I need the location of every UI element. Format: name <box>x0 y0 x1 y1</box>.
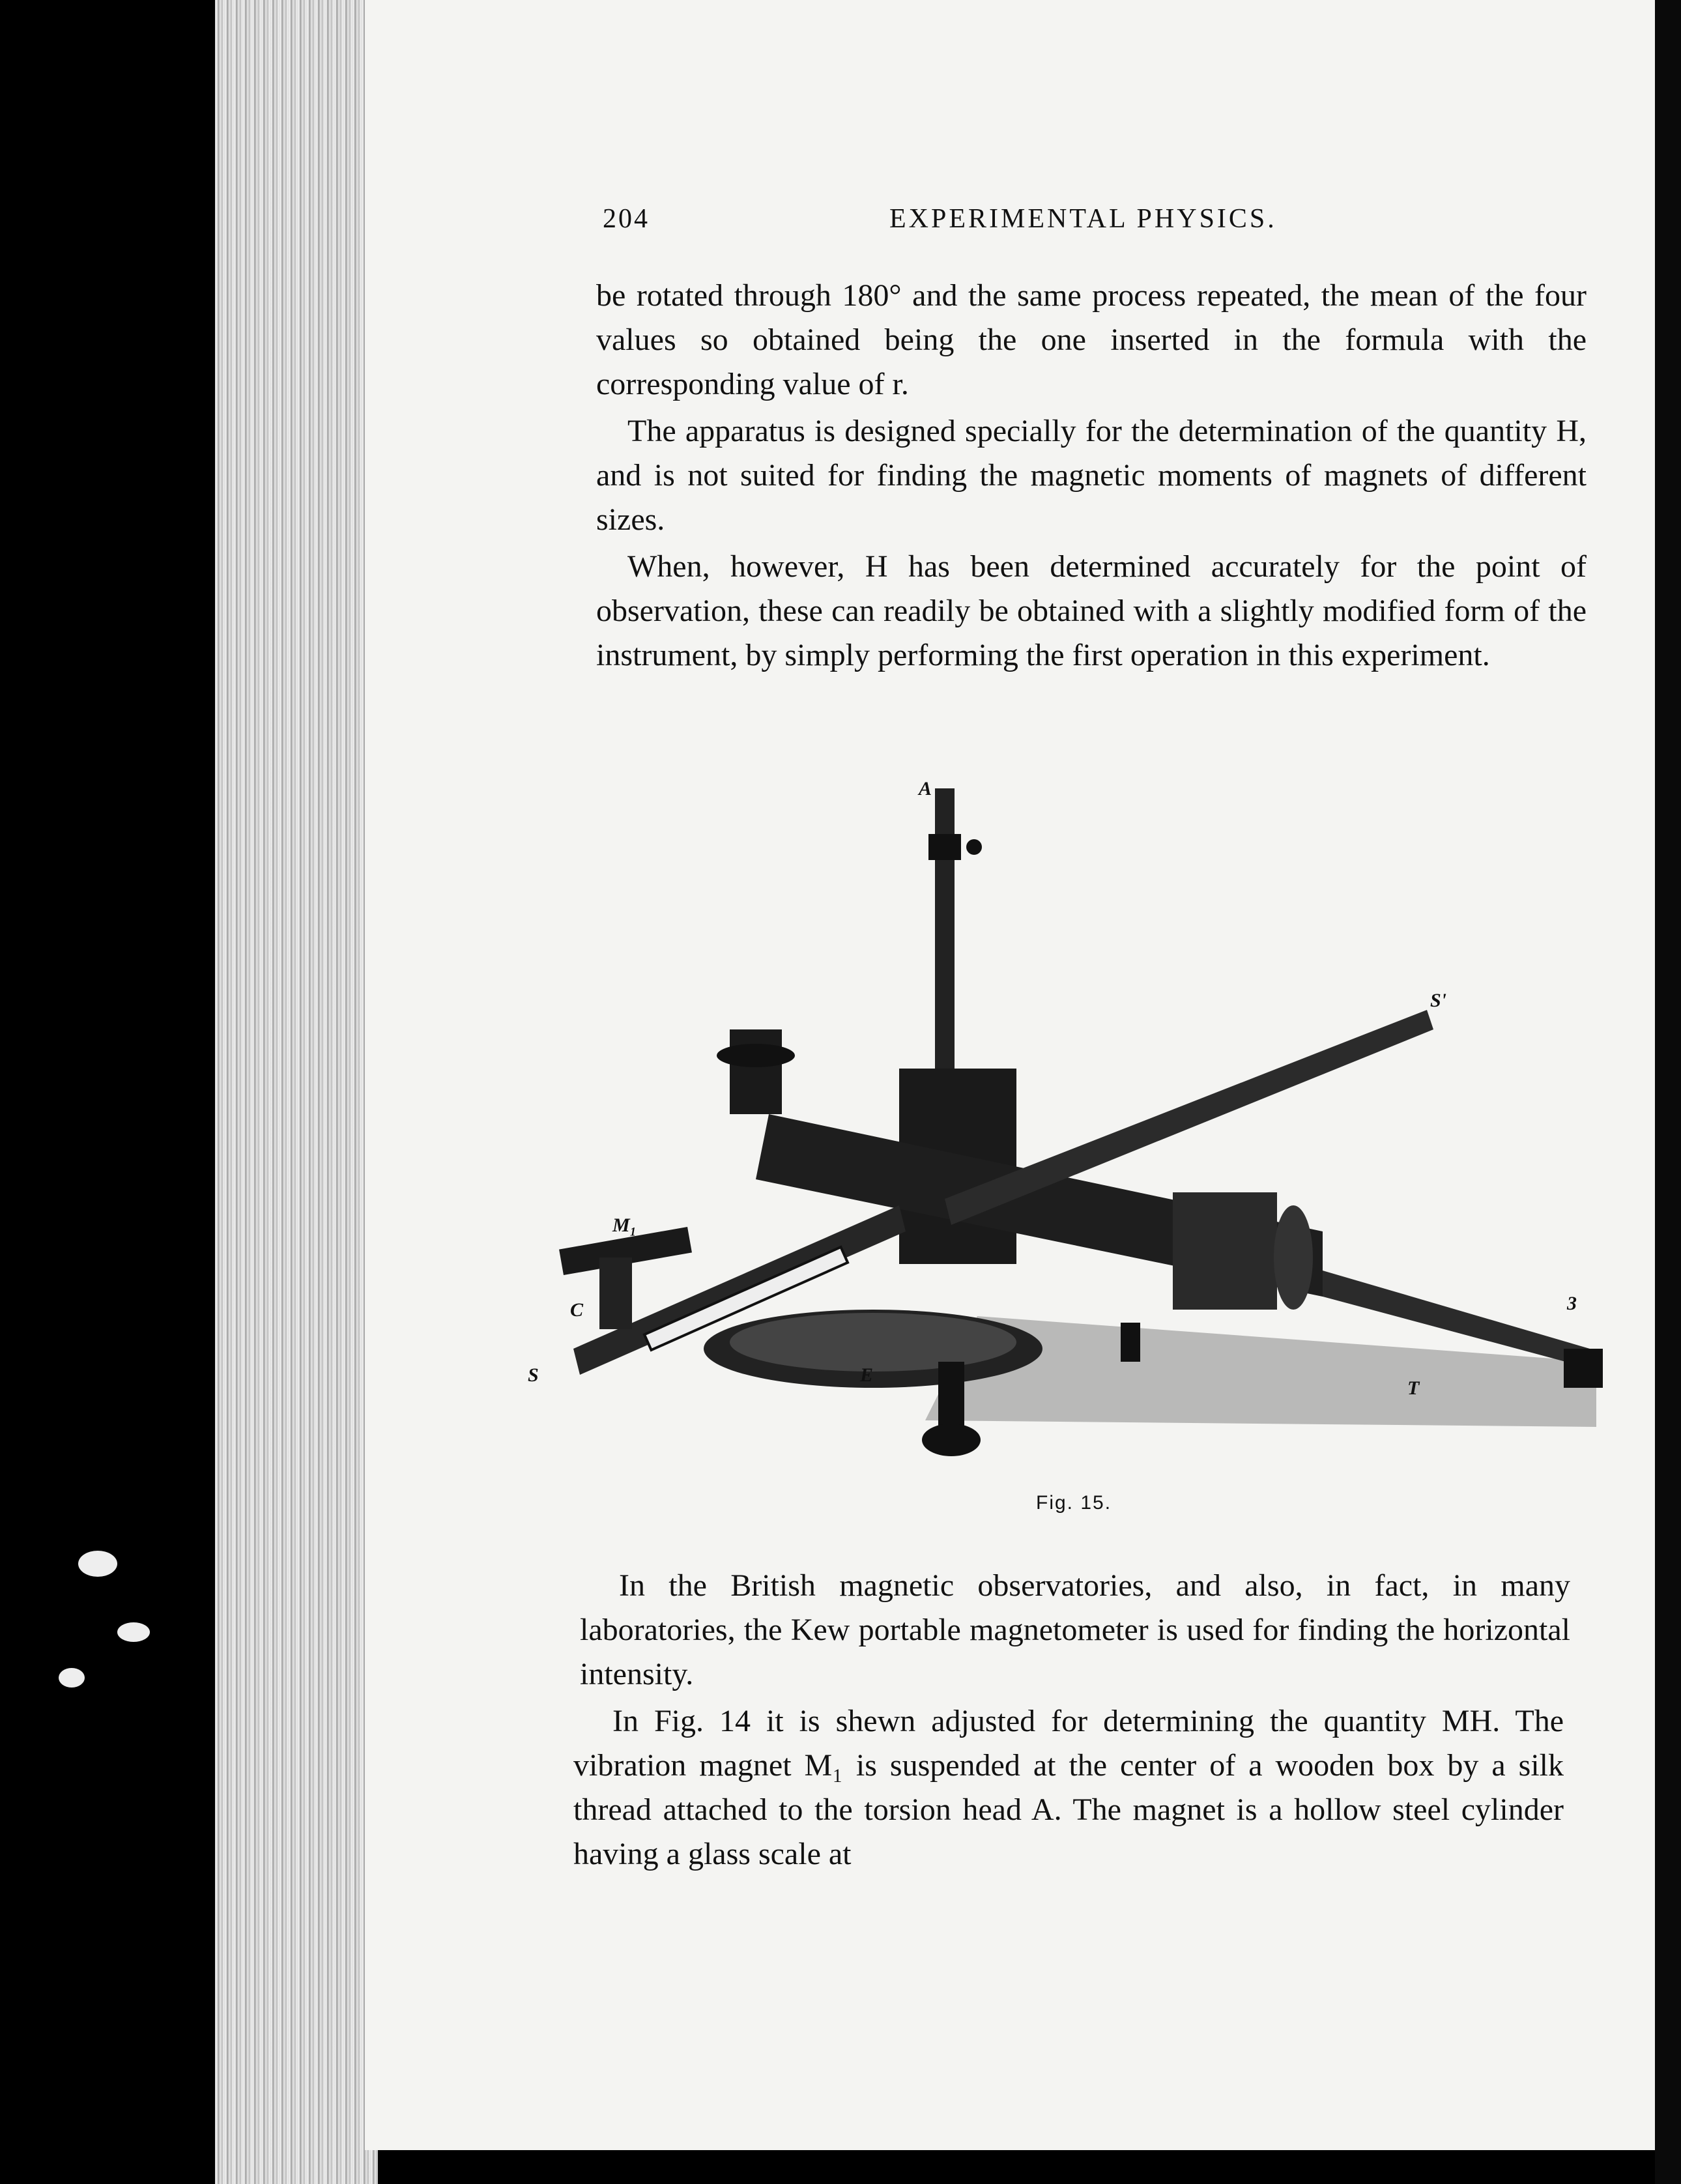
foot-screw <box>922 1424 981 1456</box>
figure-caption: Fig. 15. <box>1036 1492 1112 1514</box>
label-3: 3 <box>1567 1293 1577 1314</box>
scan-speck <box>117 1622 150 1642</box>
right-page-edge <box>1655 0 1681 2184</box>
paragraph-1: be rotated through 180° and the same process repeated, the mean of the four values so obtained being the one inserted in the formula with the corresponding value of r. <box>596 278 1587 401</box>
magnetometer-figure <box>521 775 1629 1492</box>
label-E: E <box>860 1364 874 1386</box>
scan-speck <box>78 1551 117 1577</box>
scan-speck <box>59 1668 85 1688</box>
label-S: S <box>528 1364 539 1386</box>
label-S-prime: S' <box>1430 990 1447 1011</box>
running-title: EXPERIMENTAL PHYSICS. <box>889 204 1277 234</box>
label-M1: M₁ <box>612 1214 637 1236</box>
label-T: T <box>1407 1377 1420 1399</box>
paragraph-5: In Fig. 14 it is shewn adjusted for determining the quantity MH. The vibration magnet M₁ is suspended at the center of a wooden box by a silk thread attached to the torsion head A. The magnet is a hollow steel cylinder having a glass scale at <box>573 1704 1564 1871</box>
book-page-edges <box>215 0 378 2184</box>
paragraph-4: In the British magnetic observatories, and also, in fact, in many laboratories, the Kew portable magnetometer is used for finding the horizontal intensity. <box>580 1568 1570 1691</box>
paragraph-3: When, however, H has been determined accurately for the point of observation, these can readily be obtained with a slightly modified form of the instrument, by simply performing the first operation in this experiment. <box>596 549 1587 672</box>
label-C: C <box>570 1299 584 1321</box>
page-header <box>603 203 1306 242</box>
paragraph-2: The apparatus is designed specially for the determination of the quantity H, and is not suited for finding the magnetic moments of magnets of different sizes. <box>596 414 1587 537</box>
page-number: 204 <box>603 204 650 234</box>
label-A: A <box>919 778 932 799</box>
